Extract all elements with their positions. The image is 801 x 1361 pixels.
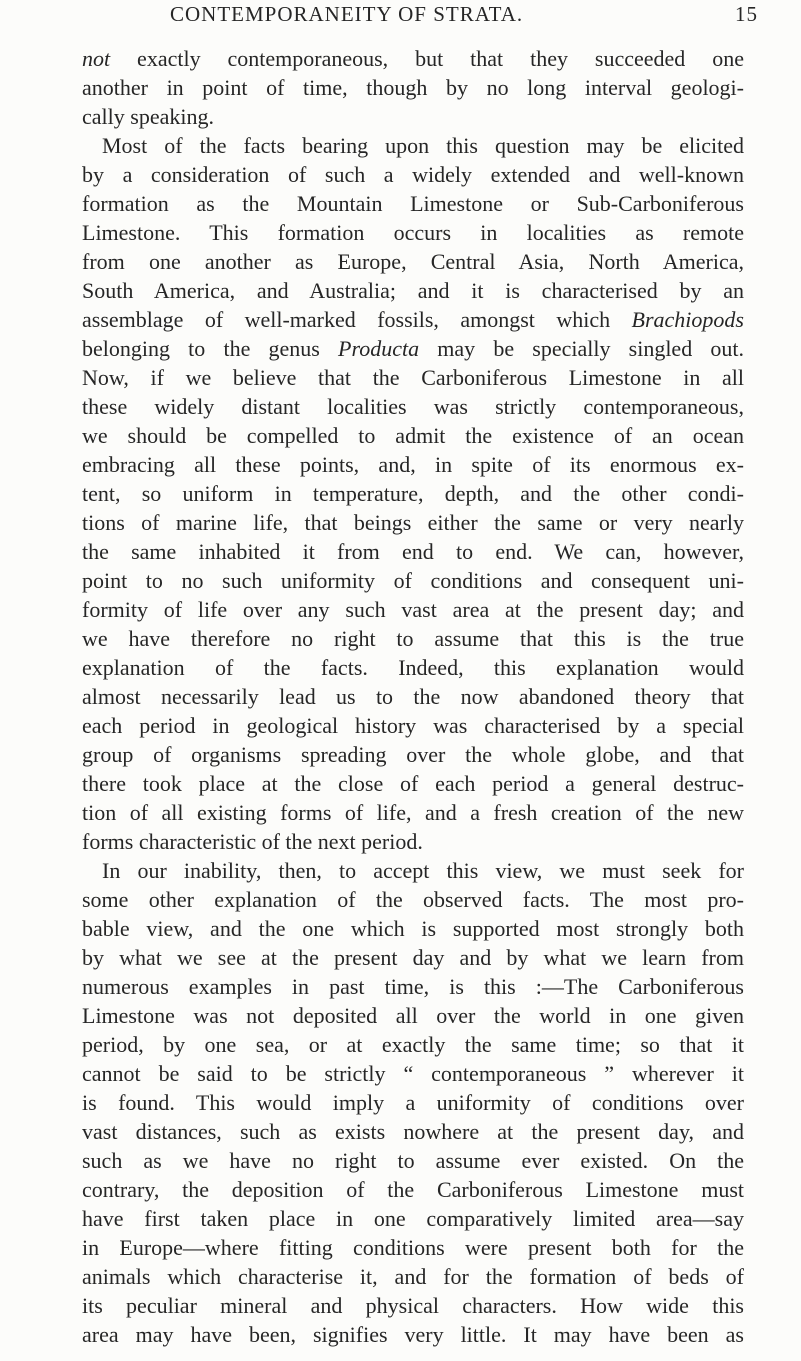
text-line: Limestone was not deposited all over the world in one given <box>82 1003 744 1028</box>
text-line: we have therefore no right to assume that this is the true <box>82 626 744 651</box>
text-line: cally speaking. <box>82 104 214 129</box>
text-line: Limestone. This formation occurs in localities as remote <box>82 220 744 245</box>
text-line: its peculiar mineral and physical characters. How wide this <box>82 1293 744 1318</box>
text-line: these widely distant localities was strictly contemporaneous, <box>82 394 744 419</box>
italic-term: not <box>82 46 111 71</box>
italic-term: Brachiopods <box>631 307 744 332</box>
text-segment: belonging to the genus <box>82 336 339 361</box>
running-header <box>170 2 758 32</box>
text-line: explanation of the facts. Indeed, this explanation would <box>82 655 744 680</box>
text-line: animals which characterise it, and for the formation of beds of <box>82 1264 744 1289</box>
text-line: embracing all these points, and, in spite of its enormous ex- <box>82 452 744 477</box>
text-line: almost necessarily lead us to the now abandoned theory that <box>82 684 744 709</box>
italic-term: Producta <box>338 336 420 361</box>
text-line: by what we see at the present day and by what we learn from <box>82 945 744 970</box>
text-line <box>82 334 744 363</box>
text-line: Now, if we believe that the Carboniferous Limestone in all <box>82 365 744 390</box>
text-line: numerous examples in past time, is this :—The Carboniferous <box>82 974 744 999</box>
text-line: each period in geological history was characterised by a special <box>82 713 744 738</box>
text-line <box>82 44 744 73</box>
text-line: is found. This would imply a uniformity of conditions over <box>82 1090 744 1115</box>
text-line: there took place at the close of each period a general destruc- <box>82 771 744 796</box>
text-line: contrary, the deposition of the Carboniferous Limestone must <box>82 1177 744 1202</box>
text-line: forms characteristic of the next period. <box>82 829 423 854</box>
text-line: the same inhabited it from end to end. We can, however, <box>82 539 744 564</box>
running-title: CONTEMPORANEITY OF STRATA. <box>170 2 524 26</box>
text-line: in Europe—where fitting conditions were present both for the <box>82 1235 744 1260</box>
text-line <box>82 305 744 334</box>
text-line: cannot be said to be strictly “ contemporaneous ” wherever it <box>82 1061 744 1086</box>
text-line: Most of the facts bearing upon this question may be elicited <box>102 133 744 158</box>
text-segment: assemblage of well-marked fossils, amongst which <box>82 307 632 332</box>
text-line: by a consideration of such a widely extended and well-known <box>82 162 744 187</box>
text-line: vast distances, such as exists nowhere at the present day, and <box>82 1119 744 1144</box>
text-line: we should be compelled to admit the existence of an ocean <box>82 423 744 448</box>
text-line: point to no such uniformity of conditions and consequent uni- <box>82 568 744 593</box>
text-line: In our inability, then, to accept this view, we must seek for <box>102 858 744 883</box>
text-line: bable view, and the one which is supported most strongly both <box>82 916 744 941</box>
text-line: group of organisms spreading over the whole globe, and that <box>82 742 744 767</box>
text-line: another in point of time, though by no long interval geologi- <box>82 75 744 100</box>
text-line: formation as the Mountain Limestone or Sub-Carboniferous <box>82 191 744 216</box>
text-line: area may have been, signifies very little. It may have been as <box>82 1322 744 1347</box>
text-line: period, by one sea, or at exactly the same time; so that it <box>82 1032 744 1057</box>
text-line: have first taken place in one comparatively limited area—say <box>82 1206 744 1231</box>
text-line: from one another as Europe, Central Asia, North America, <box>82 249 744 274</box>
page-number: 15 <box>735 2 758 26</box>
body-text <box>82 44 744 1349</box>
text-line: South America, and Australia; and it is characterised by an <box>82 278 744 303</box>
text-line: such as we have no right to assume ever existed. On the <box>82 1148 744 1173</box>
text-line: some other explanation of the observed facts. The most pro- <box>82 887 744 912</box>
text-line: formity of life over any such vast area at the present day; and <box>82 597 744 622</box>
text-line: tent, so uniform in temperature, depth, and the other condi- <box>82 481 744 506</box>
text-line: tions of marine life, that beings either the same or very nearly <box>82 510 744 535</box>
text-segment: may be specially singled out. <box>419 336 744 361</box>
text-line: tion of all existing forms of life, and a fresh creation of the new <box>82 800 744 825</box>
text-segment: exactly contemporaneous, but that they succeeded one <box>110 46 744 71</box>
